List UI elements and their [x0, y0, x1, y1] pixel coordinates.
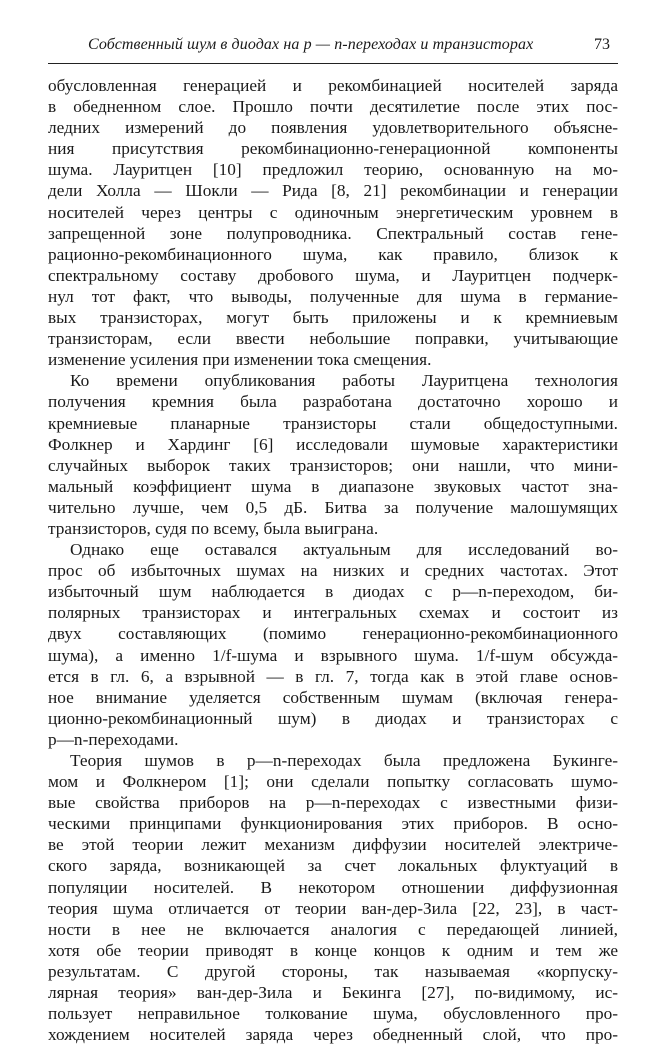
text-line: вых транзисторах, могут быть приложены и к кремниевым: [48, 308, 618, 328]
text-line: избыточный шум наблюдается в диодах с p—n-переходом, би-: [48, 582, 618, 602]
text-line: популяции носителей. В некотором отношении диффузионная: [48, 877, 618, 897]
text-line: пользует неправильное толкование шума, обусловленного про-: [48, 1004, 618, 1024]
text-line: кремниевые планарные транзисторы стали общедоступными.: [48, 413, 618, 433]
text-line: теория шума отличается от теории ван-дер-Зила [22, 23], в част-: [48, 898, 618, 918]
text-line: ческими принципами функционирования этих приборов. В осно-: [48, 814, 618, 834]
text-line: хотя обе теории приводят в конце концов к одним и тем же: [48, 940, 618, 960]
text-line: полярных транзисторах и интегральных схемах и состоит из: [48, 603, 618, 623]
text-line: Ко времени опубликования работы Лауритцена технология: [70, 371, 618, 391]
text-line: нул тот факт, что выводы, полученные для шума в германие-: [48, 286, 618, 306]
text-line: транзисторам, если ввести небольшие поправки, учитывающие: [48, 329, 618, 349]
paragraph: [48, 75, 618, 370]
text-line: ния присутствия рекомбинационно-генерационной компоненты: [48, 139, 618, 159]
text-line: прос об избыточных шумах на низких и средних частотах. Этот: [48, 561, 618, 581]
text-line: вые свойства приборов на p—n-переходах с известными физи-: [48, 793, 618, 813]
text-line: ется в гл. 6, а взрывной — в гл. 7, тогда как в этой главе основ-: [48, 666, 618, 686]
text-line: ционно-рекомбинационный шум) в диодах и транзисторах с: [48, 708, 618, 728]
text-line: Теория шумов в p—n-переходах была предложена Букинге-: [70, 751, 618, 770]
paragraph: [48, 370, 618, 539]
header-rule: [48, 63, 618, 64]
text-line: шума. Лауритцен [10] предложил теорию, основанную на мо-: [48, 160, 618, 180]
text-line: получения кремния была разработана достаточно хорошо и: [48, 392, 618, 412]
text-line: p—n-переходами.: [48, 729, 179, 749]
text-line: результатам. С другой стороны, так называемая «корпуску-: [48, 961, 618, 981]
text-line: изменение усиления при изменении тока смещения.: [48, 350, 432, 370]
text-line: обусловленная генерацией и рекомбинацией носителей заряда: [48, 76, 618, 95]
text-line: ского заряда, возникающей за счет локальных флуктуаций в: [48, 856, 618, 876]
text-line: случайных выборок таких транзисторов; они нашли, что мини-: [48, 455, 618, 475]
text-line: Фолкнер и Хардинг [6] исследовали шумовые характеристики: [48, 434, 618, 454]
text-line: ности в нее не включается аналогия с передающей линией,: [48, 919, 618, 939]
text-line: ледних измерений до появления удовлетворительного объясне-: [48, 118, 618, 138]
text-line: в обедненном слое. Прошло почти десятилетие после этих пос-: [48, 97, 618, 117]
text-line: транзисторов, судя по всему, была выиграна.: [48, 518, 379, 538]
body-text: [48, 75, 618, 1045]
text-line: ное внимание уделяется собственным шумам (включая генера-: [48, 687, 618, 707]
text-line: шума), а именно 1/f-шума и взрывного шума. 1/f-шум обсужда-: [48, 645, 618, 665]
running-title: Собственный шум в диодах на p — n-переходах и транзисторах: [88, 36, 534, 53]
text-line: хождением носителей заряда через обедненный слой, что про-: [48, 1025, 618, 1045]
page-number: 73: [594, 36, 610, 53]
text-line: дели Холла — Шокли — Рида [8, 21] рекомбинации и генерации: [48, 181, 618, 201]
text-line: носителей через центры с одиночным энергетическим уровнем в: [48, 202, 618, 222]
paragraph: [48, 539, 618, 750]
page-header: [48, 36, 618, 60]
text-line: ве этой теории лежит механизм диффузии носителей электриче-: [48, 835, 618, 855]
text-line: спектральному составу дробового шума, и Лауритцен подчерк-: [48, 265, 618, 285]
text-line: Однако еще оставался актуальным для исследований во-: [70, 540, 618, 560]
paragraph: [48, 750, 618, 1045]
text-line: рационно-рекомбинационного шума, как правило, близок к: [48, 244, 618, 264]
text-line: лярная теория» ван-дер-Зила и Бекинга [27], по-видимому, ис-: [48, 983, 618, 1003]
text-line: мальный коэффициент шума в диапазоне звуковых частот зна-: [48, 476, 618, 496]
text-line: запрещенной зоне полупроводника. Спектральный состав гене-: [48, 223, 618, 243]
text-line: двух составляющих (помимо генерационно-рекомбинационного: [48, 624, 618, 644]
text-line: мом и Фолкнером [1]; они сделали попытку согласовать шумо-: [48, 772, 618, 792]
text-line: чительно лучше, чем 0,5 дБ. Битва за получение малошумящих: [48, 497, 618, 517]
